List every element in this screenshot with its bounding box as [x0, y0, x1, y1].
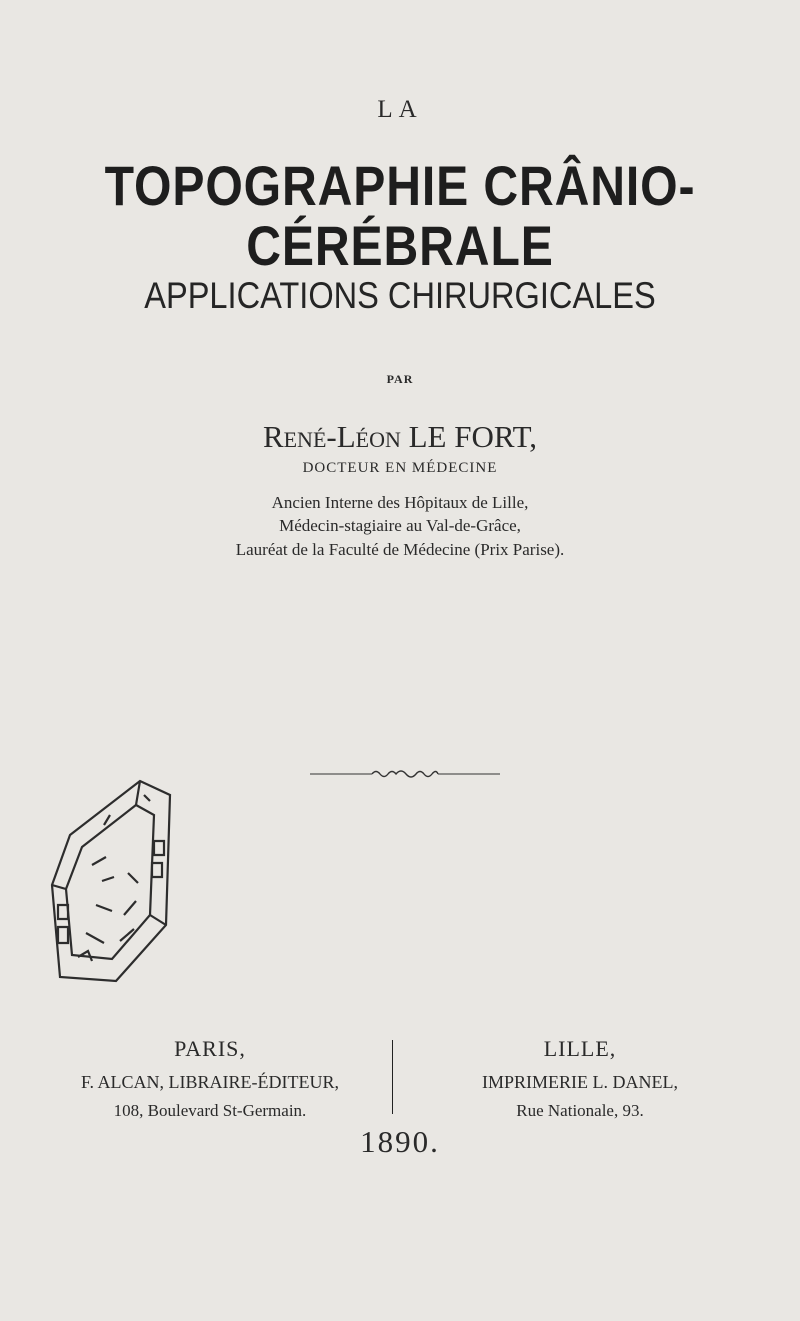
library-stamp-emblem [42, 755, 190, 990]
author-credential: Médecin-stagiaire au Val-de-Grâce, [279, 516, 521, 535]
printer-address: Rue Nationale, 93. [516, 1101, 644, 1120]
title-article: LA [377, 96, 423, 123]
publisher-paris [40, 1036, 380, 1121]
author-credential: Lauréat de la Faculté de Médecine (Prix Parise). [235, 540, 565, 559]
publisher-lille [400, 1036, 760, 1121]
ornament-divider [310, 768, 500, 780]
author-surname: LE FORT, [408, 419, 538, 454]
author-degree: DOCTEUR EN MÉDECINE [302, 460, 498, 476]
book-title: TOPOGRAPHIE CRÂNIO-CÉRÉBRALE [104, 154, 696, 277]
printer-city: LILLE, [543, 1036, 617, 1061]
publisher-address: 108, Boulevard St-Germain. [113, 1101, 307, 1120]
by-line: PAR [386, 372, 414, 386]
publisher-name: F. ALCAN, LIBRAIRE-ÉDITEUR, [80, 1072, 340, 1092]
book-subtitle: APPLICATIONS CHIRURGICALES [144, 275, 656, 316]
author-name [0, 419, 800, 455]
publisher-city: PARIS, [174, 1036, 246, 1061]
publication-year: 1890. [360, 1124, 440, 1159]
publisher-divider [392, 1040, 393, 1114]
author-first-names: René-Léon [262, 419, 401, 454]
printer-name: IMPRIMERIE L. DANEL, [482, 1072, 678, 1092]
author-credential: Ancien Interne des Hôpitaux de Lille, [271, 493, 529, 512]
